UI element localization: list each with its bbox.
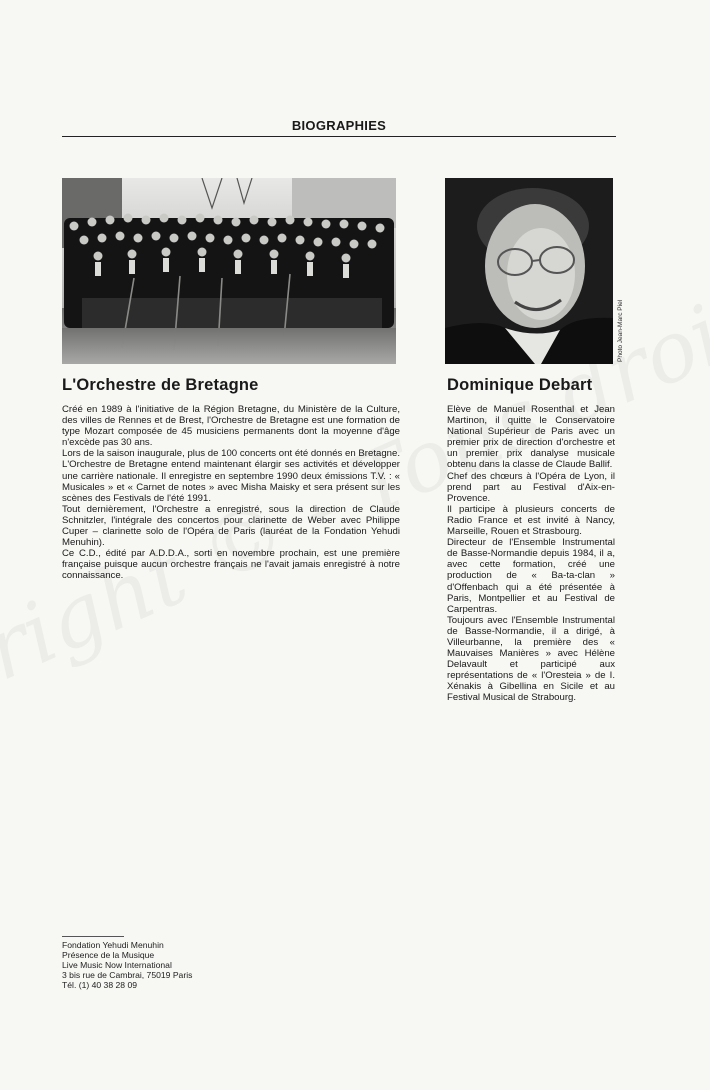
portrait-photo bbox=[445, 178, 613, 364]
footer-rule bbox=[62, 936, 124, 937]
orchestra-paragraph: Créé en 1989 à l'initiative de la Région Bretagne, du Ministère de la Culture, des villes de Rennes et de Brest, l'Orchestre de Bretagne est une formation de type Mozart composée de 45 musiciens permanents dont la moyenne d'âge n'excède pas 30 ans. bbox=[62, 404, 400, 449]
orchestra-paragraph: Lors de la saison inaugurale, plus de 100 concerts ont été donnés en Bretagne. L'Orchestre de Bretagne entend maintenant élargir ses activités et développer une carrière nationale. Il enregistre en septembre 1990 deux émissions T.V. : « Musicales » et « Carnet de notes » avec Misha Maisky et sera présent sur les scènes des Festivals de l'été 1991. bbox=[62, 448, 400, 504]
conductor-biography bbox=[447, 404, 615, 704]
orchestra-biography bbox=[62, 404, 400, 582]
orchestra-paragraph: Tout dernièrement, l'Orchestre a enregistré, sous la direction de Claude Schnitzler, l'intégrale des concertos pour clarinette de Weber avec Philippe Cuper – clarinette solo de l'Opéra de Paris (lauréat de la Fondation Yehudi Menuhin). bbox=[62, 503, 400, 549]
orchestra-paragraph: Ce C.D., édité par A.D.D.A., sorti en novembre prochain, est une première française puisque aucun orchestre français ne l'avait jamais enregistré à notre connaissance. bbox=[62, 548, 400, 582]
conductor-paragraph: Il participe à plusieurs concerts de Radio France et est invité à Nancy, Marseille, Rouen et Strasbourg. bbox=[447, 503, 615, 538]
footer-line: Présence de la Musique bbox=[62, 950, 155, 960]
orchestra-photo-graphic bbox=[62, 178, 396, 364]
orchestra-photo bbox=[62, 178, 396, 364]
conductor-paragraph: Directeur de l'Ensemble Instrumental de Basse-Normandie depuis 1984, il a, avec cette formation, créé une production de « Ba-ta-clan » d'Offenbach qui a été présentée à Paris, Montpellier et au Festival de Carpentras. bbox=[447, 537, 615, 615]
section-title: BIOGRAPHIES bbox=[291, 118, 387, 133]
footer-line: Live Music Now International bbox=[62, 960, 172, 970]
orchestra-heading: L'Orchestre de Bretagne bbox=[62, 376, 259, 394]
conductor-paragraph: Chef des chœurs à l'Opéra de Lyon, il prend part au Festival d'Aix-en-Provence. bbox=[447, 470, 615, 504]
conductor-heading: Dominique Debart bbox=[447, 376, 593, 394]
header-rule bbox=[62, 136, 616, 137]
footer-line: Tél. (1) 40 38 28 09 bbox=[62, 980, 138, 990]
photo-credit: Photo Jean-Marc Piel bbox=[617, 299, 624, 362]
footer-line: 3 bis rue de Cambrai, 75019 Paris bbox=[62, 970, 193, 980]
footer-address bbox=[62, 940, 192, 990]
portrait-photo-graphic bbox=[445, 178, 613, 364]
footer-line: Fondation Yehudi Menuhin bbox=[62, 940, 164, 950]
conductor-paragraph: Toujours avec l'Ensemble Instrumental de Basse-Normandie, il a dirigé, à Villeurbanne, la première des « Mauvaises Manières » avec Hélène Delavault et participé aux représentations de « l'Oresteia » de I. Xénakis à Gibellina en Sicile et au Festival Musical de Strabourg. bbox=[447, 614, 615, 704]
conductor-paragraph: Elève de Manuel Rosenthal et Jean Martinon, il quitte le Conservatoire National Supérieur de Paris avec un premier prix de direction d'orchestre et un premier prix danalyse musicale obtenu dans la classe de Claude Ballif. bbox=[447, 404, 615, 471]
